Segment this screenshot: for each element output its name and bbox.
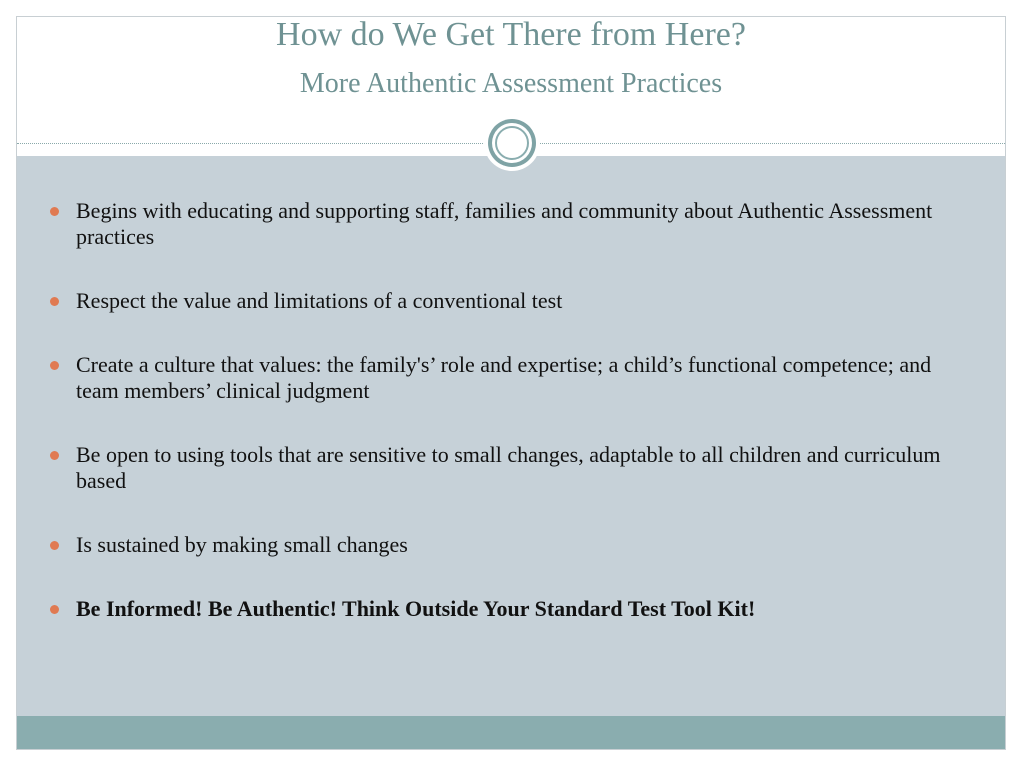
bullet-item	[49, 352, 979, 404]
bullet-text: Create a culture that values: the family's’ role and expertise; a child’s functional competence; and team members’ clinical judgment	[76, 352, 932, 403]
ornament-inner	[492, 123, 532, 163]
bullet-item	[49, 288, 979, 314]
bullet-list	[49, 198, 979, 660]
content-area	[17, 156, 1005, 716]
bullet-item	[49, 442, 979, 494]
bullet-text: Is sustained by making small changes	[76, 532, 408, 557]
slide-title: How do We Get There from Here?	[276, 16, 746, 53]
bullet-item	[49, 532, 979, 558]
bullet-text: Respect the value and limitations of a conventional test	[76, 288, 563, 313]
bullet-text: Be Informed! Be Authentic! Think Outside Your Standard Test Tool Kit!	[76, 596, 756, 621]
bullet-text: Be open to using tools that are sensitive to small changes, adaptable to all children and curriculum based	[76, 442, 941, 493]
ornament-center	[495, 126, 529, 160]
bullet-dot-icon	[50, 451, 59, 460]
bullet-dot-icon	[50, 207, 59, 216]
bullet-dot-icon	[50, 541, 59, 550]
footer-band	[17, 716, 1005, 750]
bullet-dot-icon	[50, 605, 59, 614]
bullet-item-emphasis	[49, 596, 979, 622]
bullet-item	[49, 198, 979, 250]
slide-subtitle: More Authentic Assessment Practices	[299, 68, 723, 99]
ornament-ring	[488, 119, 536, 167]
bullet-dot-icon	[50, 361, 59, 370]
slide	[16, 16, 1006, 750]
bullet-text: Begins with educating and supporting staff, families and community about Authentic Assessment practices	[76, 198, 933, 249]
bullet-dot-icon	[50, 297, 59, 306]
circle-ornament-icon	[484, 115, 540, 171]
